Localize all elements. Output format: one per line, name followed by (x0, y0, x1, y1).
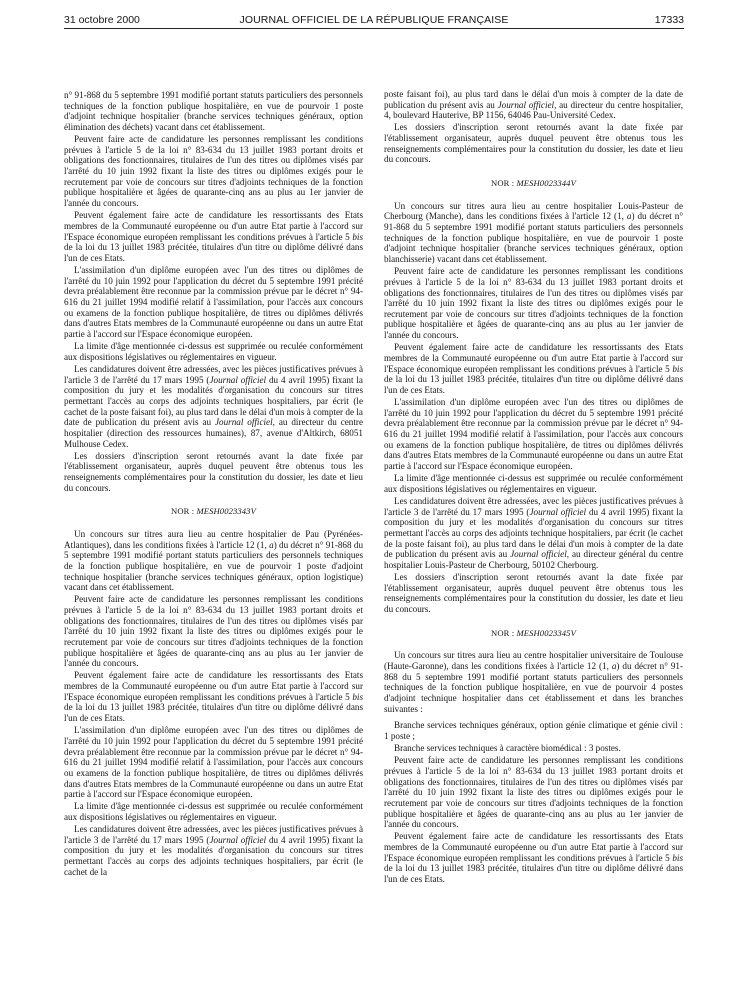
issue-date: 31 octobre 2000 (64, 14, 140, 26)
paragraph: Peuvent faire acte de candidature les personnes remplissant les conditions prévues à l'article 5 de la loi n° 83-634 du 13 juillet 1983 portant droits et obligations des fonctionnaires, titulaires de l'un des titres ou diplômes visés par l'arrêté du 10 juin 1992 fixant la liste des titres ou diplômes exigés pour le recrutement par voie de concours sur titres d'adjoints techniques de la fonction publique hospitalière et âgées de quarante-cinq ans au plus au 1er janvier de l'année du concours. (64, 134, 363, 209)
paragraph: Les dossiers d'inscription seront retournés avant la date fixée par l'établissement organisateur, auprès duquel peuvent être obtenus tous les renseignements complémentaires pour la constitution du dossier, les date et lieu du concours. (64, 450, 363, 493)
paragraph: n° 91-868 du 5 septembre 1991 modifié portant statuts particuliers des personnels techniques de la fonction publique hospitalière, en vue de pourvoir 1 poste d'adjoint technique hospitalier (branche services techniques généraux, option élimination des déchets) vacant dans cet établissement. (64, 90, 363, 132)
paragraph: Branche services techniques généraux, option génie climatique et génie civil : 1 poste ; (384, 720, 683, 741)
paragraph: La limite d'âge mentionnée ci-dessus est supprimée ou reculée conformément aux dispositions législatives ou réglementaires en vigueur. (64, 341, 363, 362)
paragraph: L'assimilation d'un diplôme européen avec l'un des titres ou diplômes de l'arrêté du 10 juin 1992 pour l'application du décret du 5 septembre 1991 précité devra préalablement être reconnue par la commission prévue par le décret n° 94-616 du 21 juillet 1994 modifié relatif à l'assimilation, pour l'accès aux concours ou examens de la fonction publique hospitalière, de titres ou diplômes délivrés dans d'autres Etats membres de la Communauté européenne ou dans un autre Etat partie à l'accord sur l'Espace économique européen. (64, 725, 363, 800)
paragraph: Les candidatures doivent être adressées, avec les pièces justificatives prévues à l'article 3 de l'arrêté du 17 mars 1995 (Journal officiel du 4 avril 1995) fixant la composition du jury et les modalités d'organisation du concours sur titres permettant l'accès au corps des adjoints techniques hospitaliers, par écrit (le cachet de la poste faisant foi), au plus tard dans le délai d'un mois à compter de la date de publication du présent avis au Journal officiel, au directeur du centre hospitalier (direction des ressources humaines), 87, avenue d'Altkirch, 68051 Mulhouse Cedex. (64, 363, 363, 449)
nor-reference: NOR : MESH0023345V (491, 627, 576, 638)
left-column (64, 90, 363, 879)
paragraph: Peuvent également faire acte de candidature les ressortissants des Etats membres de la Communauté européenne ou d'un autre Etat partie à l'accord sur l'Espace économique européen remplissant les conditions prévues à l'article 5 bis de la loi du 13 juillet 1983 précitée, titulaires d'un titre ou diplôme délivré dans l'un de ces Etats. (64, 210, 363, 263)
right-column (384, 89, 683, 886)
paragraph: Peuvent faire acte de candidature les personnes remplissant les conditions prévues à l'article 5 de la loi n° 83-634 du 13 juillet 1983 portant droits et obligations des fonctionnaires, titulaires de l'un des titres ou diplômes visés par l'arrêté du 10 juin 1992 fixant la liste des titres ou diplômes exigés pour le recrutement par voie de concours sur titres d'adjoints techniques de la fonction publique hospitalière et âgées de quarante-cinq ans au plus au 1er janvier de l'année du concours. (64, 594, 363, 669)
paragraph: Peuvent faire acte de candidature les personnes remplissant les conditions prévues à l'article 5 de la loi n° 83-634 du 13 juillet 1983 portant droits et obligations des fonctionnaires, titulaires de l'un des titres ou diplômes visés par l'arrêté du 10 juin 1992 fixant la liste des titres ou diplômes exigés pour le recrutement par voie de concours sur titres d'adjoints techniques de la fonction publique hospitalière et âgées de quarante-cinq ans au plus au 1er janvier de l'année du concours. (384, 266, 683, 341)
paragraph: La limite d'âge mentionnée ci-dessus est supprimée ou reculée conformément aux dispositions législatives ou réglementaires en vigueur. (384, 473, 683, 494)
page-header (64, 12, 684, 28)
header-rule (64, 28, 684, 29)
paragraph: L'assimilation d'un diplôme européen avec l'un des titres ou diplômes de l'arrêté du 10 juin 1992 pour l'application du décret du 5 septembre 1991 précité devra préalablement être reconnue par la commission prévue par le décret n° 94-616 du 21 juillet 1994 modifié relatif à l'assimilation, pour l'accès aux concours ou examens de la fonction publique hospitalière, de titres ou diplômes délivrés dans d'autres Etats membres de la Communauté européenne ou dans un autre Etat partie à l'accord sur l'Espace économique européen. (64, 265, 363, 339)
page-number: 17333 (654, 14, 684, 26)
paragraph: Les dossiers d'inscription seront retournés avant la date fixée par l'établissement organisateur, auprès duquel peuvent être obtenus tous les renseignements complémentaires pour la constitution du dossier, les date et lieu du concours. (384, 122, 683, 165)
paragraph: poste faisant foi), au plus tard dans le délai d'un mois à compter de la date de publication du présent avis au Journal officiel, au directeur du centre hospitalier, 4, boulevard Hauterive, BP 1156, 64046 Pau-Université Cedex. (384, 89, 683, 121)
journal-title: JOURNAL OFFICIEL DE LA RÉPUBLIQUE FRANÇAISE (239, 14, 509, 26)
paragraph: Un concours sur titres aura lieu au centre hospitalier de Pau (Pyrénées-Atlantiques), dans les conditions fixées à l'article 12 (1, a) du décret n° 91-868 du 5 septembre 1991 modifié portant statuts particuliers des personnels techniques de la fonction publique hospitalière, en vue de pourvoir 1 poste d'adjoint technique hospitalier (branche services techniques généraux, option logistique) vacant dans cet établissement. (64, 528, 364, 593)
nor-reference: NOR : MESH0023343V (171, 506, 256, 517)
paragraph: Les candidatures doivent être adressées, avec les pièces justificatives prévues à l'article 3 de l'arrêté du 17 mars 1995 (Journal officiel du 4 avril 1995) fixant la composition du jury et les modalités d'organisation du concours sur titres permettant l'accès au corps des adjoints techniques hospitaliers, par écrit (le cachet de la (64, 824, 363, 877)
paragraph: Peuvent également faire acte de candidature les ressortissants des Etats membres de la Communauté européenne ou d'un autre Etat partie à l'accord sur l'Espace économique européen remplissant les conditions prévues à l'article 5 bis de la loi du 13 juillet 1983 précitée, titulaires d'un titre ou diplôme délivré dans l'un de ces Etats. (384, 342, 683, 395)
paragraph: Les dossiers d'inscription seront retournés avant la date fixée par l'établissement organisateur, auprès duquel peuvent être obtenus tous les renseignements complémentaires pour la constitution du dossier, les date et lieu du concours. (384, 572, 683, 615)
nor-reference: NOR : MESH0023344V (491, 178, 576, 189)
paragraph: Peuvent également faire acte de candidature les ressortissants des Etats membres de la Communauté européenne ou d'un autre Etat partie à l'accord sur l'Espace économique européen remplissant les conditions prévues à l'article 5 bis de la loi du 13 juillet 1983 précitée, titulaires d'un titre ou diplôme délivré dans l'un de ces Etats. (64, 670, 363, 724)
paragraph: Branche services techniques à caractère biomédical : 3 postes. (394, 743, 621, 754)
paragraph: L'assimilation d'un diplôme européen avec l'un des titres ou diplômes de l'arrêté du 10 juin 1992 pour l'application du décret du 5 septembre 1991 précité devra préalablement être reconnue par la commission prévue par le décret n° 94-616 du 21 juillet 1994 modifié relatif à l'assimilation, pour l'accès aux concours ou examens de la fonction publique hospitalière, de titres ou diplômes délivrés dans d'autres Etats membres de la Communauté européenne ou dans un autre Etat partie à l'accord sur l'Espace économique européen. (384, 397, 683, 471)
paragraph: Peuvent également faire acte de candidature les ressortissants des Etats membres de la Communauté européenne ou d'un autre Etat partie à l'accord sur l'Espace économique européen remplissant les conditions prévues à l'article 5 bis de la loi du 13 juillet 1983 précitée, titulaires d'un titre ou diplôme délivré dans l'un de ces Etats. (384, 831, 683, 884)
paragraph: Un concours sur titres aura lieu au centre hospitalier universitaire de Toulouse (Haute-Garonne), dans les conditions fixées à l'article 12 (1, a) du décret n° 91-868 du 5 septembre 1991 modifié portant statuts particuliers des personnels techniques de la fonction publique hospitalière, en vue de pourvoir 4 postes d'adjoint technique hospitalier dans cet établissement et dans les branches suivantes : (384, 650, 684, 714)
paragraph: Un concours sur titres aura lieu au centre hospitalier Louis-Pasteur de Cherbourg (Manche), dans les conditions fixées à l'article 12 (1, a) du décret n° 91-868 du 5 septembre 1991 modifié portant statuts particuliers des personnels techniques de la fonction publique hospitalière, en vue de pourvoir 1 poste d'adjoint technique hospitalier (branche services techniques généraux, option blanchisserie) vacant dans cet établissement. (384, 200, 683, 265)
paragraph: Les candidatures doivent être adressées, avec les pièces justificatives prévues à l'article 3 de l'arrêté du 17 mars 1995 (Journal officiel du 4 avril 1995) fixant la composition du jury et les modalités d'organisation du concours sur titres permettant l'accès au corps des adjoints technique hospitaliers, par écrit (le cachet de la poste faisant foi), au plus tard dans le délai d'un mois à compter de la date de publication du présent avis au Journal officiel, au directeur général du centre hospitalier Louis-Pasteur de Cherbourg, 50102 Cherbourg. (384, 495, 684, 570)
paragraph: La limite d'âge mentionnée ci-dessus est supprimée ou reculée conformément aux dispositions législatives ou réglementaires en vigueur. (64, 801, 363, 822)
paragraph: Peuvent faire acte de candidature les personnes remplissant les conditions prévues à l'article 5 de la loi n° 83-634 du 13 juillet 1983 portant droits et obligations des fonctionnaires, titulaires de l'un des titres ou diplômes visés par l'arrêté du 10 juin 1992 fixant la liste des titres ou diplômes exigés pour le recrutement par voie de concours sur titres d'adjoints techniques de la fonction publique hospitalière et âgées de quarante-cinq ans au plus au 1er janvier de l'année du concours. (384, 755, 683, 830)
